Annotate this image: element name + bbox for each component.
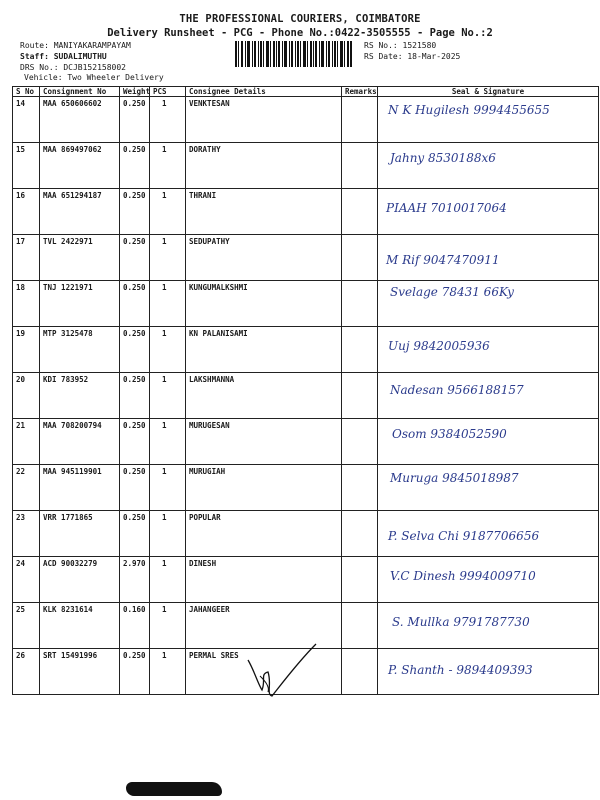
cell-signature [378,557,599,603]
cell-consignee: DINESH [186,557,342,603]
cell-signature [378,143,599,189]
cell-consignment: MAA 869497062 [40,143,120,189]
cell-signature [378,373,599,419]
cell-remarks [342,189,378,235]
cell-sno: 20 [13,373,40,419]
cell-remarks [342,143,378,189]
cell-signature [378,189,599,235]
cell-signature [378,97,599,143]
cell-signature [378,511,599,557]
cell-pcs: 1 [150,649,186,695]
cell-consignee: SEDUPATHY [186,235,342,281]
table-row [13,281,599,327]
table-row [13,557,599,603]
cell-signature [378,235,599,281]
cell-signature [378,649,599,695]
cell-pcs: 1 [150,189,186,235]
cell-sno: 25 [13,603,40,649]
cell-consignment: KLK 8231614 [40,603,120,649]
cell-signature [378,603,599,649]
document-subtitle: Delivery Runsheet - PCG - Phone No.:0422-3505555 - Page No.:2 [107,27,493,39]
handwritten-signature: N K Hugilesh 9994455655 [388,103,550,117]
handwritten-signature: Uuj 9842005936 [388,339,490,353]
vehicle-label: Vehicle: Two Wheeler Delivery [24,73,164,82]
cell-weight: 0.250 [120,327,150,373]
col-sno: S No [13,87,40,97]
cell-sno: 26 [13,649,40,695]
cell-sno: 15 [13,143,40,189]
table-row [13,511,599,557]
cell-consignee: VENKTESAN [186,97,342,143]
cell-signature [378,465,599,511]
cell-weight: 0.250 [120,235,150,281]
cell-pcs: 1 [150,511,186,557]
cell-pcs: 1 [150,465,186,511]
col-weight: Weight [120,87,150,97]
supervisor-signature [240,640,320,710]
handwritten-signature: Nadesan 9566188157 [390,383,524,397]
cell-remarks [342,603,378,649]
cell-pcs: 1 [150,235,186,281]
col-signature: Seal & Signature [378,87,599,97]
cell-weight: 0.160 [120,603,150,649]
cell-sno: 24 [13,557,40,603]
cell-pcs: 1 [150,603,186,649]
cell-sno: 21 [13,419,40,465]
cell-pcs: 1 [150,143,186,189]
staff-label: Staff: SUDALIMUTHU [20,52,107,61]
cell-consignment: SRT 15491996 [40,649,120,695]
cell-pcs: 1 [150,97,186,143]
table-header-row [13,87,599,97]
cell-pcs: 1 [150,281,186,327]
cell-weight: 0.250 [120,419,150,465]
cell-pcs: 1 [150,327,186,373]
cell-consignment: MAA 945119901 [40,465,120,511]
handwritten-signature: P. Selva Chi 9187706656 [388,529,540,543]
cell-weight: 0.250 [120,373,150,419]
cell-sno: 16 [13,189,40,235]
cell-sno: 19 [13,327,40,373]
drs-number: DRS No.: DCJB152158002 [20,63,126,72]
cell-sno: 22 [13,465,40,511]
ink-smudge [126,782,222,796]
cell-consignee: JAHANGEER [186,603,342,649]
table-row [13,373,599,419]
rs-date: RS Date: 18-Mar-2025 [364,52,461,61]
cell-consignee: MURUGIAH [186,465,342,511]
cell-weight: 0.250 [120,189,150,235]
table-row [13,97,599,143]
cell-consignment: VRR 1771865 [40,511,120,557]
cell-consignment: MAA 708200794 [40,419,120,465]
cell-consignee: MURUGESAN [186,419,342,465]
cell-consignee: POPULAR [186,511,342,557]
cell-weight: 0.250 [120,465,150,511]
cell-consignment: MAA 651294187 [40,189,120,235]
handwritten-signature: Osom 9384052590 [392,427,507,441]
cell-signature [378,281,599,327]
col-pcs: PCS [150,87,186,97]
cell-weight: 0.250 [120,97,150,143]
handwritten-signature: Jahny 8530188x6 [390,151,496,165]
cell-consignment: MAA 650606602 [40,97,120,143]
handwritten-signature: S. Mullka 9791787730 [392,615,530,629]
cell-consignment: TNJ 1221971 [40,281,120,327]
cell-weight: 0.250 [120,281,150,327]
runsheet-table [12,86,599,695]
cell-remarks [342,649,378,695]
cell-consignee: DORATHY [186,143,342,189]
cell-remarks [342,97,378,143]
cell-remarks [342,419,378,465]
cell-signature [378,327,599,373]
cell-remarks [342,327,378,373]
cell-pcs: 1 [150,373,186,419]
cell-weight: 0.250 [120,649,150,695]
cell-consignment: KDI 783952 [40,373,120,419]
cell-sno: 17 [13,235,40,281]
cell-remarks [342,511,378,557]
barcode-image [235,41,353,67]
table-row [13,235,599,281]
cell-pcs: 1 [150,557,186,603]
col-consignee: Consignee Details [186,87,342,97]
cell-weight: 0.250 [120,511,150,557]
handwritten-signature: M Rif 9047470911 [386,253,500,267]
route-label: Route: MANIYAKARAMPAYAM [20,41,131,50]
handwritten-signature: Svelage 78431 66Ky [390,285,514,299]
cell-weight: 2.970 [120,557,150,603]
table-row [13,189,599,235]
cell-consignment: ACD 90032279 [40,557,120,603]
cell-sno: 14 [13,97,40,143]
col-consignment: Consignment No [40,87,120,97]
cell-remarks [342,235,378,281]
cell-pcs: 1 [150,419,186,465]
cell-consignment: MTP 3125478 [40,327,120,373]
cell-remarks [342,465,378,511]
cell-remarks [342,557,378,603]
cell-remarks [342,373,378,419]
cell-remarks [342,281,378,327]
cell-consignee: THRANI [186,189,342,235]
cell-consignee: KN PALANISAMI [186,327,342,373]
handwritten-signature: PIAAH 7010017064 [386,201,507,215]
handwritten-signature: V.C Dinesh 9994009710 [390,569,536,583]
handwritten-signature: P. Shanth - 9894409393 [388,663,533,677]
cell-signature [378,419,599,465]
table-row [13,465,599,511]
document-title: THE PROFESSIONAL COURIERS, COIMBATORE [179,13,421,25]
handwritten-signature: Muruga 9845018987 [390,471,519,485]
col-remarks: Remarks [342,87,378,97]
table-row [13,419,599,465]
cell-consignee: PERMAL SRES [186,649,342,695]
rs-number: RS No.: 1521580 [364,41,437,50]
cell-consignee: KUNGUMALKSHMI [186,281,342,327]
cell-consignment: TVL 2422971 [40,235,120,281]
cell-sno: 23 [13,511,40,557]
cell-weight: 0.250 [120,143,150,189]
cell-consignee: LAKSHMANNA [186,373,342,419]
cell-sno: 18 [13,281,40,327]
table-row [13,143,599,189]
table-row [13,327,599,373]
